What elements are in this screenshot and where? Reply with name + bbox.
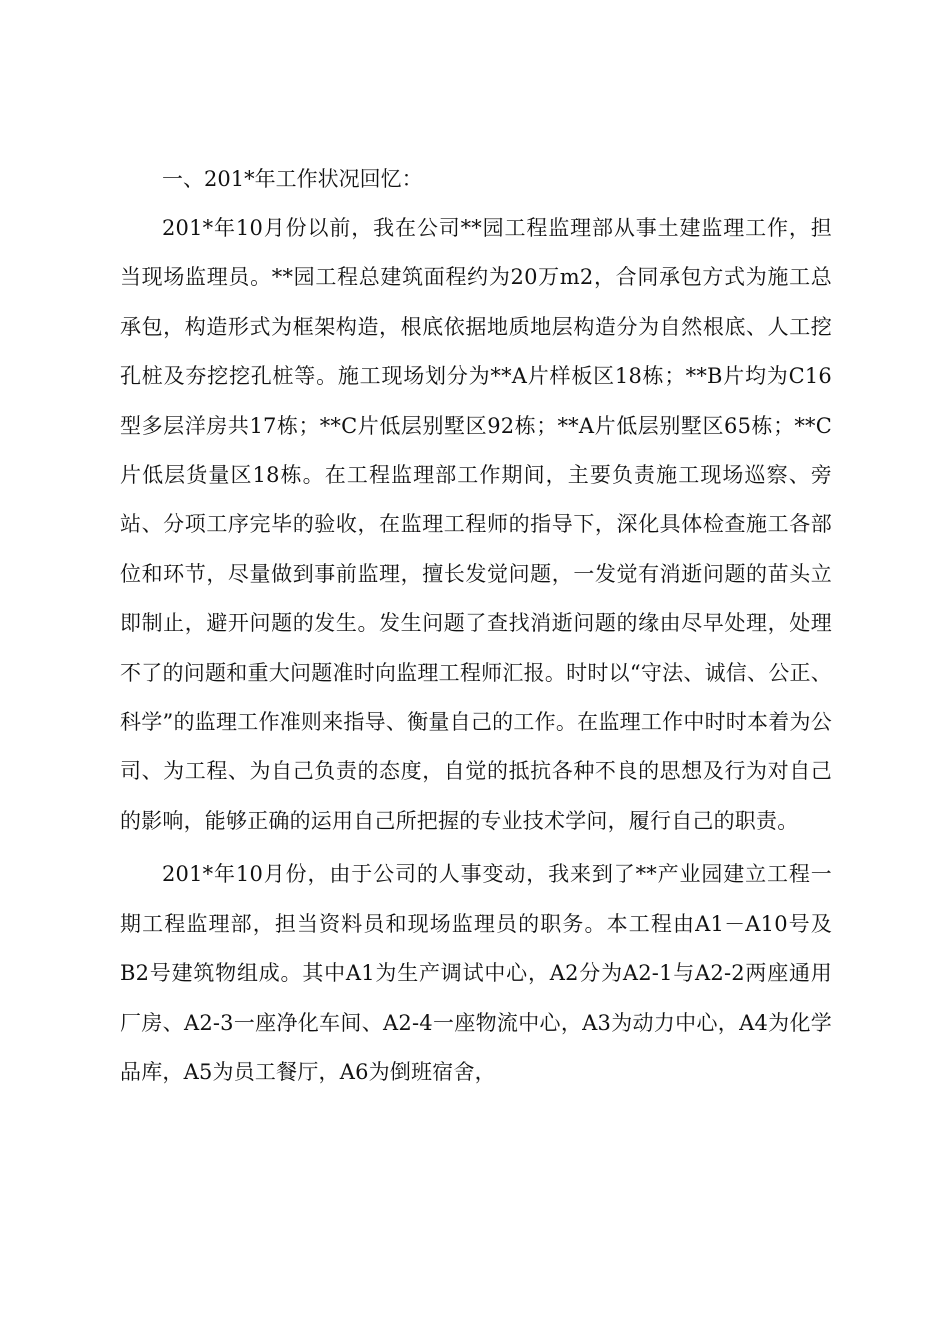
document-page — [120, 155, 832, 1101]
section-heading: 一、201*年工作状况回忆： — [162, 167, 423, 191]
paragraph-1: 201*年10月份以前，我在公司**园工程监理部从事土建监理工作，担当现场监理员。**园工程总建筑面程约为20万m2，合同承包方式为施工总承包，构造形式为框架构造，根底依据地质地层构造分为自然根底、人工挖孔桩及夯挖挖孔桩等。施工现场划分为**A片样板区18栋；**B片均为C16型多层洋房共17栋；**C片低层别墅区92栋；**A片低层别墅区65栋；**C片低层货量区18栋。在工程监理部工作期间，主要负责施工现场巡察、旁站、分项工序完毕的验收，在监理工程师的指导下，深化具体检查施工各部位和环节，尽量做到事前监理，擅长发觉问题，一发觉有消逝问题的苗头立即制止，避开问题的发生。发生问题了查找消逝问题的缘由尽早处理，处理不了的问题和重大问题准时向监理工程师汇报。时时以“守法、诚信、公正、科学”的监理工作准则来指导、衡量自己的工作。在监理工作中时时本着为公司、为工程、为自己负责的态度，自觉的抵抗各种不良的思想及行为对自己的影响，能够正确的运用自己所把握的专业技术学问，履行自己的职责。 — [120, 216, 832, 833]
paragraph-2: 201*年10月份，由于公司的人事变动，我来到了**产业园建立工程一期工程监理部，担当资料员和现场监理员的职务。本工程由A1－A10号及B2号建筑物组成。其中A1为生产调试中心，A2分为A2-1与A2-2两座通用厂房、A2-3一座净化车间、A2-4一座物流中心，A3为动力中心，A4为化学品库，A5为员工餐厅，A6为倒班宿舍， — [120, 862, 832, 1084]
